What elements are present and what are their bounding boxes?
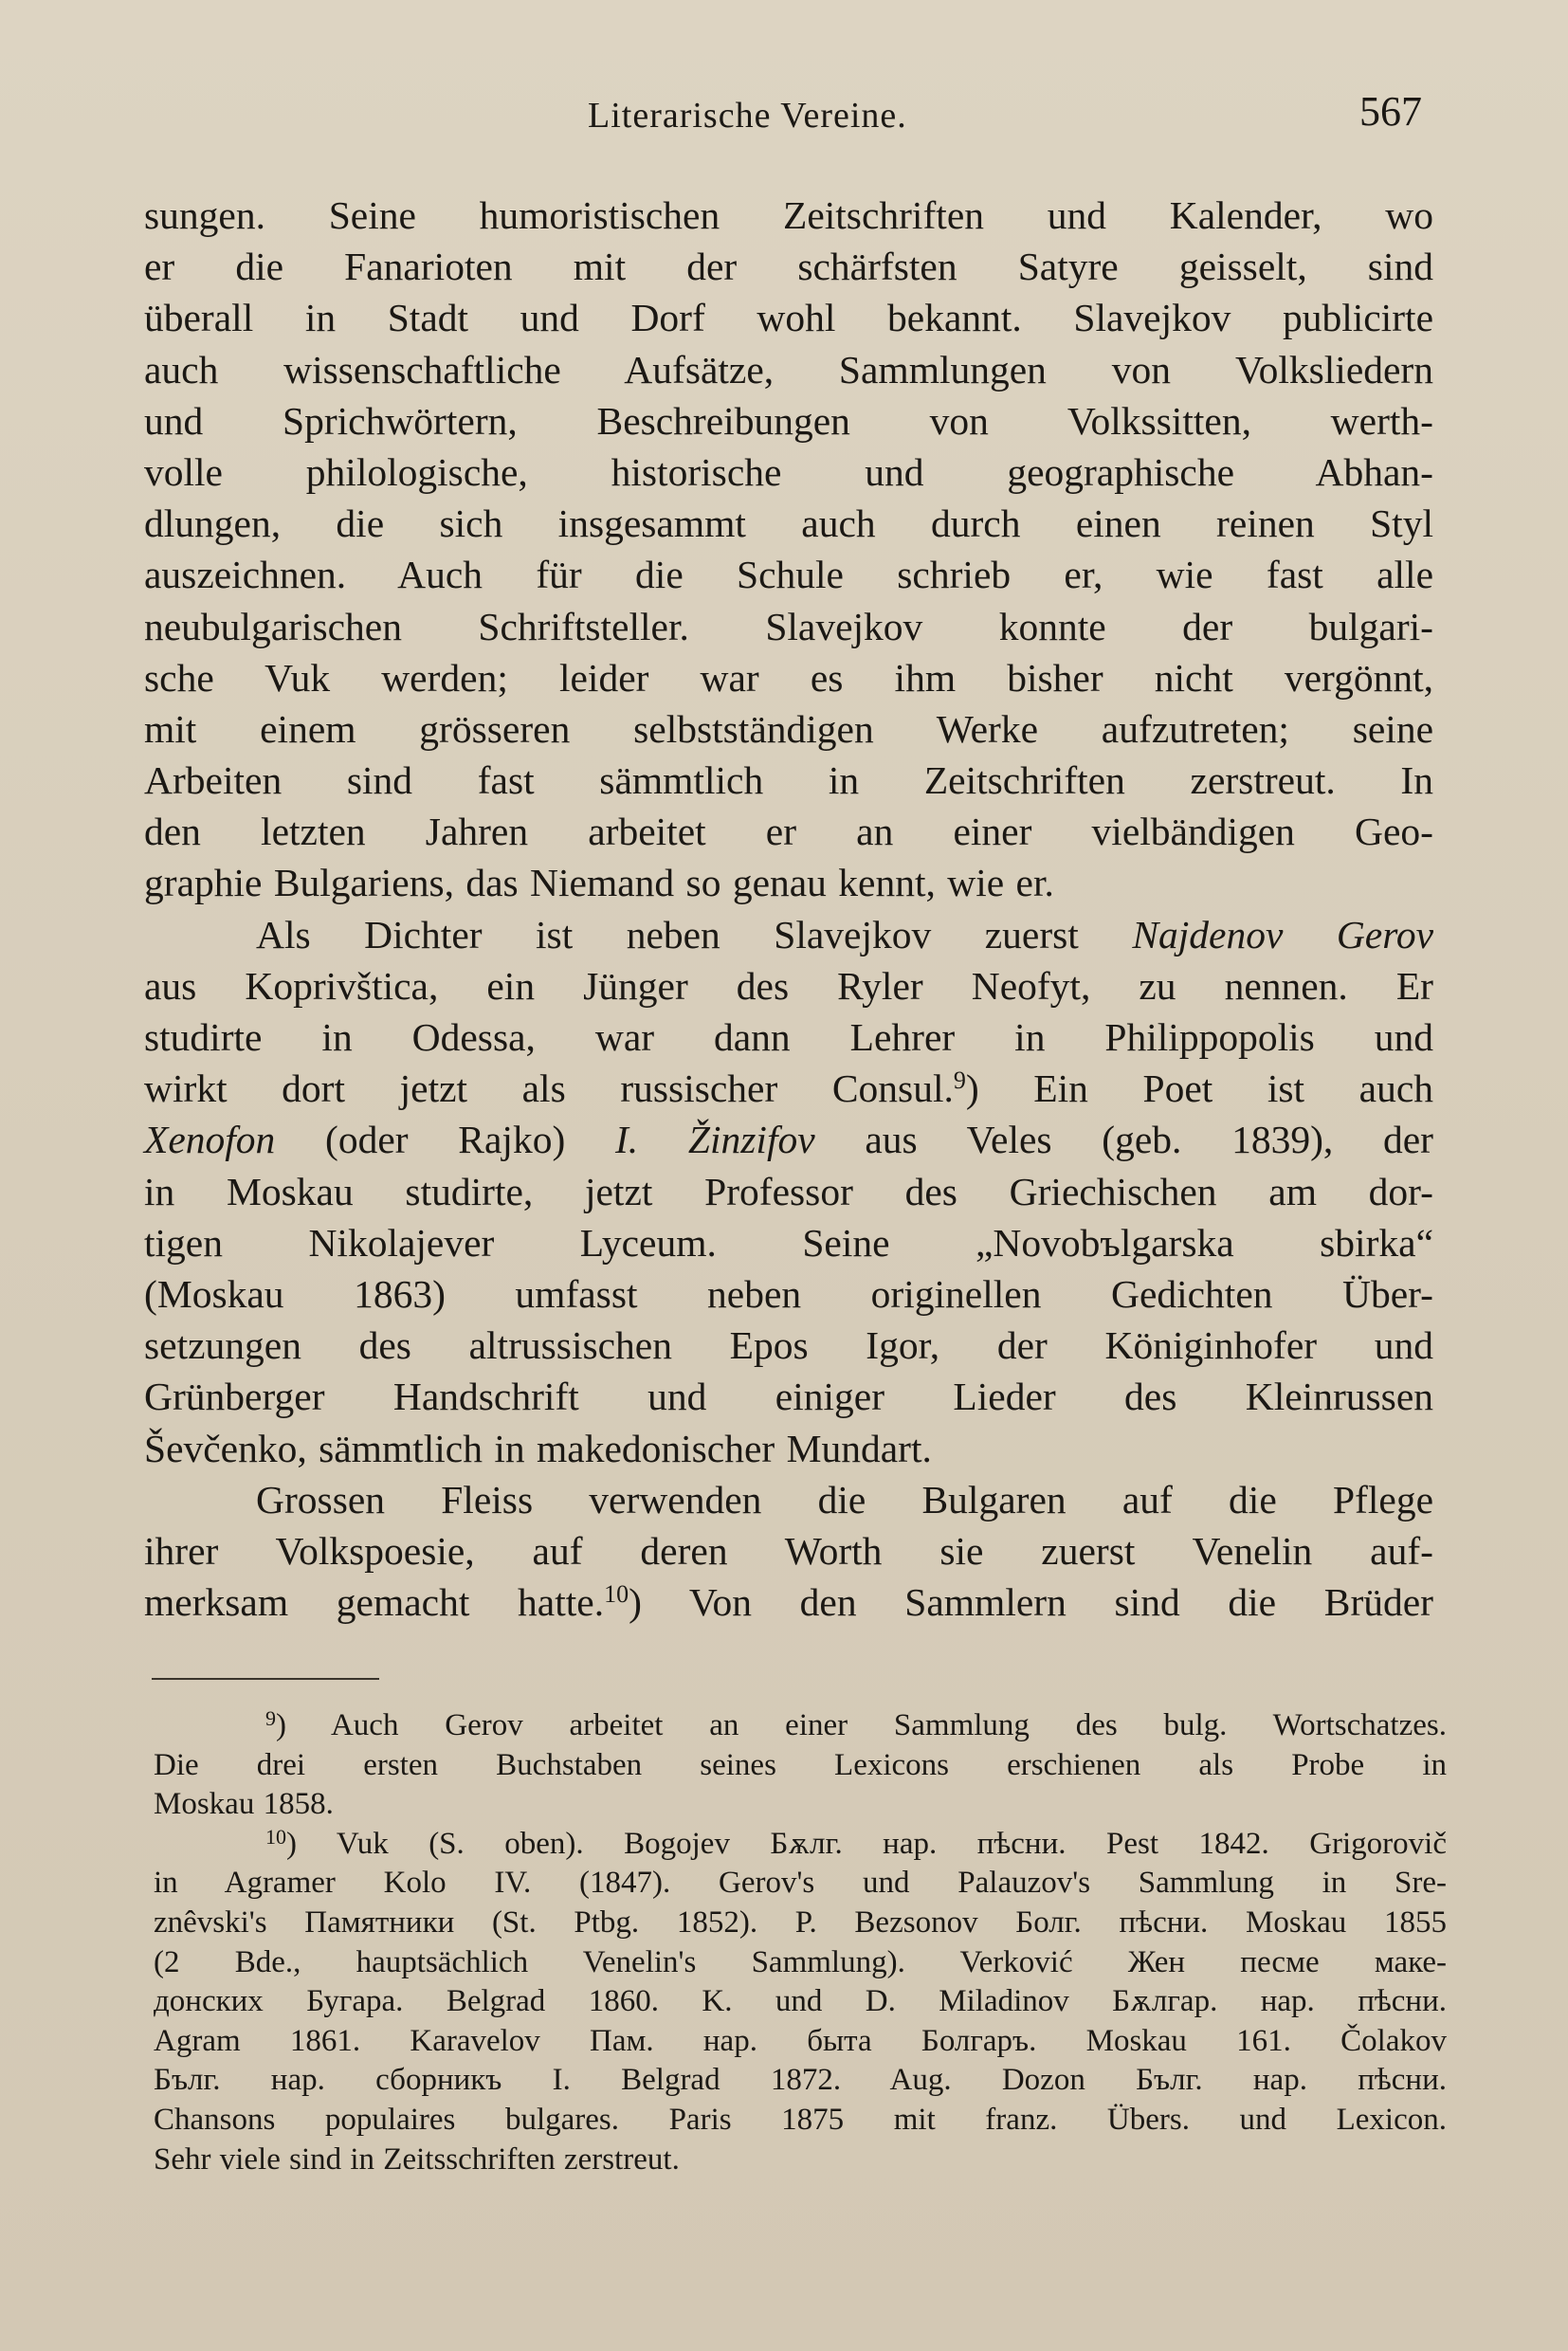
text-line: sungen. Seine humoristischen Zeitschriften und Kalender, wo	[144, 193, 1433, 237]
main-text	[144, 190, 1433, 1628]
person-name: Xenofon	[144, 1118, 276, 1162]
footnote-line: Agram 1861. Karavelov Пам. нар. быта Болгаръ. Moskau 161. Čolakov	[154, 2023, 1447, 2058]
footnote-line: донских Бугара. Belgrad 1860. K. und D. Miladinov Бѫлгар. нар. пѣсни.	[154, 1984, 1447, 2019]
footnote-ref-10[interactable]: 10	[604, 1580, 629, 1609]
text-run: ) Ein Poet ist auch	[965, 1066, 1433, 1111]
text-line: überall in Stadt und Dorf wohl bekannt. Slavejkov publicirte	[144, 296, 1433, 340]
text-line: volle philologische, historische und geographische Abhan-	[144, 449, 1433, 494]
text-line: auszeichnen. Auch für die Schule schrieb er, wie fast alle	[144, 553, 1433, 597]
text-line-with-footnote	[144, 1063, 1433, 1114]
text-line: Grossen Fleiss verwenden die Bulgaren auf die Pflege	[256, 1477, 1433, 1522]
text-line: den letzten Jahren arbeitet er an einer vielbändigen Geo-	[144, 810, 1433, 854]
text-line: Ševčenko, sämmtlich in makedonischer Mundart.	[144, 1426, 932, 1470]
footnote-10-mark: 10	[265, 1824, 286, 1849]
text-line: und Sprichwörtern, Beschreibungen von Volkssitten, werth-	[144, 398, 1433, 443]
text-run: (oder Rajko)	[325, 1118, 566, 1162]
text-line: sche Vuk werden; leider war es ihm bisher nicht vergönnt,	[144, 655, 1433, 700]
person-name: Najdenov Gerov	[1132, 912, 1434, 957]
text-run: aus Veles (geb. 1839), der	[865, 1118, 1433, 1162]
text-line: neubulgarischen Schriftsteller. Slavejkov konnte der bulgari-	[144, 604, 1433, 648]
footnotes	[154, 1706, 1447, 2179]
text-run: merksam gemacht hatte.	[144, 1580, 605, 1625]
footnote-line: znêvski's Памятники (St. Ptbg. 1852). P. Bezsonov Болг. пѣсни. Moskau 1855	[154, 1904, 1447, 1940]
text-run: ) Vuk (S. oben). Bogojev Бѫлг. нар. пѣсни. Pest 1842. Grigorovič	[286, 1826, 1447, 1861]
text-line: er die Fanarioten mit der schärfsten Satyre geisselt, sind	[144, 245, 1433, 289]
text-line: Arbeiten sind fast sämmtlich in Zeitschriften zerstreut. In	[144, 758, 1433, 803]
text-run: ) Auch Gerov arbeitet an einer Sammlung des bulg. Wortschatzes.	[276, 1708, 1447, 1742]
paragraph-dichter-line	[144, 909, 1433, 960]
text-line: (Moskau 1863) umfasst neben originellen Gedichten Über-	[144, 1271, 1433, 1316]
text-line: Grünberger Handschrift und einiger Lieder des Kleinrussen	[144, 1375, 1433, 1419]
footnote-line: Moskau 1858.	[154, 1787, 334, 1822]
text-line: mit einem grösseren selbstständigen Werke aufzutreten; seine	[144, 706, 1433, 751]
text-run: wirkt dort jetzt als russischer Consul.	[144, 1066, 954, 1111]
text-line-with-names	[144, 1114, 1433, 1165]
text-line: graphie Bulgariens, das Niemand so genau kennt, wie er.	[144, 861, 1054, 905]
footnote-9-mark: 9	[265, 1706, 276, 1730]
running-title: Literarische Vereine.	[588, 96, 907, 136]
text-run: ) Von den Sammlern sind die Brüder	[629, 1580, 1434, 1625]
footnote-separator	[152, 1678, 379, 1680]
text-line: in Moskau studirte, jetzt Professor des Griechischen am dor-	[144, 1169, 1433, 1213]
text-line: aus Koprivštica, ein Jünger des Ryler Neofyt, zu nennen. Er	[144, 963, 1433, 1008]
text-line: setzungen des altrussischen Epos Igor, der Königinhofer und	[144, 1323, 1433, 1368]
footnote-10-line	[154, 1825, 1447, 1865]
footnote-line: Бълг. нар. сборникъ I. Belgrad 1872. Aug. Dozon Бълг. нар. пѣсни.	[154, 2063, 1447, 2098]
text-line: studirte in Odessa, war dann Lehrer in Philippopolis und	[144, 1015, 1433, 1059]
text-run: Als Dichter ist neben Slavejkov zuerst	[256, 912, 1079, 957]
footnote-ref-9[interactable]: 9	[953, 1066, 966, 1095]
footnote-line: in Agramer Kolo IV. (1847). Gerov's und Palauzov's Sammlung in Sre-	[154, 1866, 1447, 1901]
page-number: 567	[1359, 88, 1422, 135]
text-line: dlungen, die sich insgesammt auch durch einen reinen Styl	[144, 501, 1433, 546]
text-line: auch wissenschaftliche Aufsätze, Sammlungen von Volksliedern	[144, 347, 1433, 392]
person-name: I. Žinzifov	[614, 1118, 815, 1162]
footnote-line: Chansons populaires bulgares. Paris 1875 mit franz. Übers. und Lexicon.	[154, 2102, 1447, 2137]
running-header	[152, 87, 1422, 144]
footnote-9-line	[154, 1706, 1447, 1746]
footnote-line: Die drei ersten Buchstaben seines Lexicons erschienen als Probe in	[154, 1747, 1447, 1782]
footnote-line: Sehr viele sind in Zeitsschriften zerstreut.	[154, 2141, 680, 2177]
text-line: tigen Nikolajever Lyceum. Seine „Novobъlgarska sbirka“	[144, 1220, 1433, 1265]
footnote-line: (2 Bde., hauptsächlich Venelin's Sammlung). Verković Жен песме маке-	[154, 1944, 1447, 1979]
text-line: ihrer Volkspoesie, auf deren Worth sie zuerst Venelin auf-	[144, 1528, 1433, 1573]
text-line-with-footnote	[144, 1576, 1433, 1628]
